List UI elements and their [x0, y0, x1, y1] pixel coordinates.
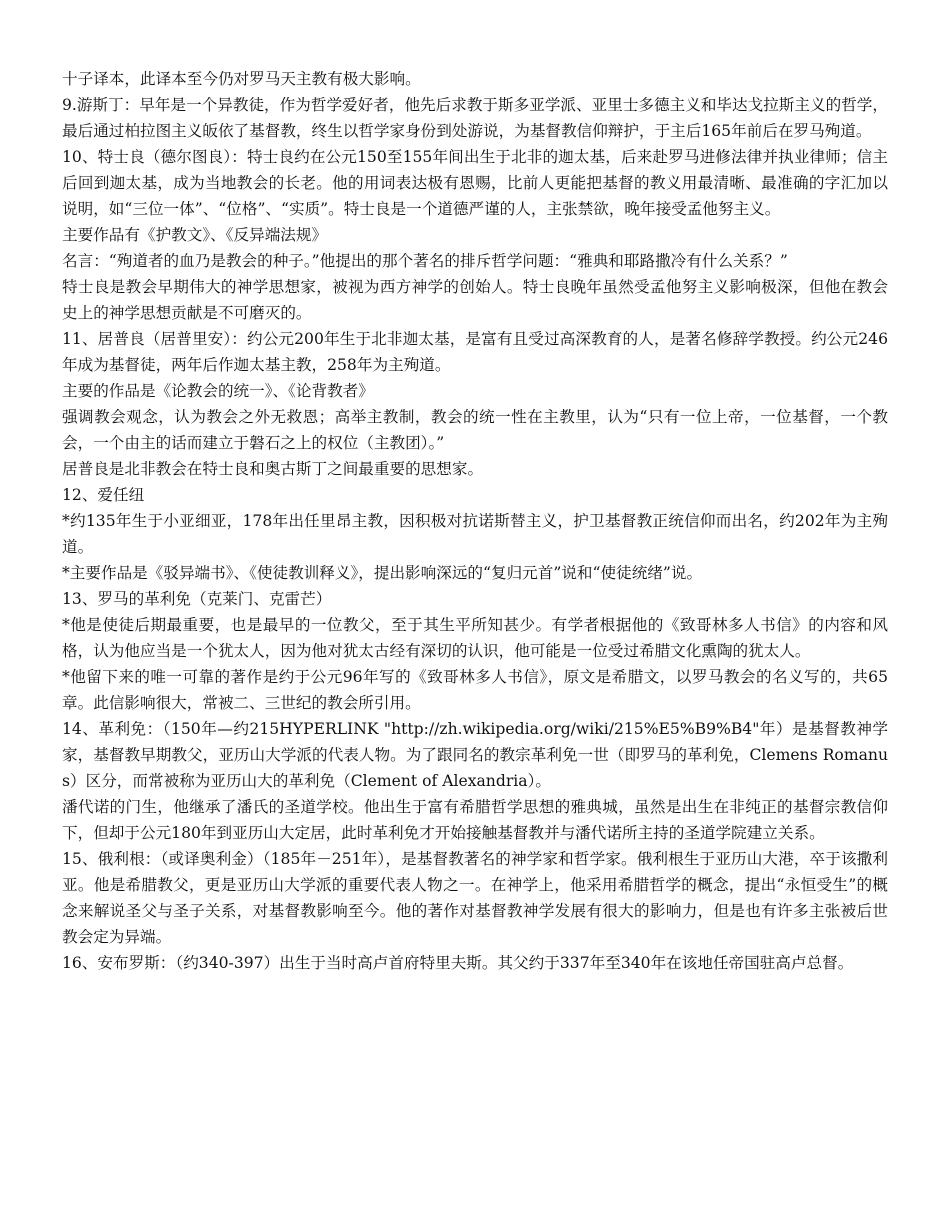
document-page [62, 66, 888, 976]
paragraph-ambrose: 16、安布罗斯：（约340-397）出生于当时高卢首府特里夫斯。其父约于337年至340年在该地任帝国驻高卢总督。 [62, 954, 854, 972]
paragraph-tertullian-quote: 名言：“殉道者的血乃是教会的种子。”他提出的那个著名的排斥哲学问题：“雅典和耶路撒冷有什么关系？” [62, 252, 788, 270]
paragraph-cyprian: 11、居普良（居普里安）：约公元200年生于北非迦太基，是富有且受过高深教育的人，是著名修辞学教授。约公元246年成为基督徒，两年后作迦太基主教，258年为主殉道。 [62, 330, 888, 374]
paragraph-clement-of-rome-life: *他是使徒后期最重要，也是最早的一位教父，至于其生平所知甚少。有学者根据他的《致哥林多人书信》的内容和风格，认为他应当是一个犹太人，因为他对犹太古经有深切的认识，他可能是一位受过希腊文化熏陶的犹太人。 [62, 616, 888, 660]
heading-clement-of-rome: 13、罗马的革利免（克莱门、克雷芒） [62, 590, 332, 608]
paragraph-irenaeus-works: *主要作品是《驳异端书》、《使徒教训释义》，提出影响深远的“复归元首”说和“使徒统绪”说。 [62, 564, 703, 582]
paragraph-cyprian-views: 强调教会观念，认为教会之外无救恩；高举主教制，教会的统一性在主教里，认为“只有一位上帝，一位基督，一个教会，一个由主的话而建立于磐石之上的权位（主教团）。” [62, 408, 888, 452]
paragraph-clement-of-alexandria: 14、革利免：（150年—约215HYPERLINK "http://zh.wikipedia.org/wiki/215%E5%B9%B4"年）是基督教神学家，基督教早期教父，亚历山大学派的代表人物。为了跟同名的教宗革利免一世（即罗马的革利免，Clemens Romanus）区分，而常被称为亚历山大的革利免（Clement of Alexandria）。 [62, 720, 888, 790]
paragraph-cyprian-summary: 居普良是北非教会在特士良和奥古斯丁之间最重要的思想家。 [62, 460, 484, 478]
paragraph-tertullian-summary: 特士良是教会早期伟大的神学思想家，被视为西方神学的创始人。特士良晚年虽然受孟他努主义影响极深，但他在教会史上的神学思想贡献是不可磨灭的。 [62, 278, 888, 322]
paragraph-cyprian-works: 主要的作品是《论教会的统一》、《论背教者》 [62, 382, 374, 400]
paragraph-translation-note: 十子译本，此译本至今仍对罗马天主教有极大影响。 [62, 70, 421, 88]
paragraph-clement-of-rome-works: *他留下来的唯一可靠的著作是约于公元96年写的《致哥林多人书信》，原文是希腊文，以罗马教会的名义写的，共65章。此信影响很大，常被二、三世纪的教会所引用。 [62, 668, 888, 712]
paragraph-tertullian-works: 主要作品有《护教文》、《反异端法规》 [62, 226, 328, 244]
paragraph-clement-of-alexandria-school: 潘代诺的门生，他继承了潘氏的圣道学校。他出生于富有希腊哲学思想的雅典城，虽然是出生在非纯正的基督宗教信仰下，但却于公元180年到亚历山大定居，此时革利免才开始接触基督教并与潘代诺所主持的圣道学院建立关系。 [62, 798, 888, 842]
paragraph-tertullian: 10、特士良（德尔图良）：特士良约在公元150至155年间出生于北非的迦太基，后来赴罗马进修法律并执业律师；信主后回到迦太基，成为当地教会的长老。他的用词表达极有恩赐，比前人更能把基督的教义用最清晰、最准确的字汇加以说明，如“三位一体”、“位格”、“实质”。特士良是一个道德严谨的人，主张禁欲，晚年接受孟他努主义。 [62, 148, 888, 218]
paragraph-irenaeus-life: *约135年生于小亚细亚，178年出任里昂主教，因积极对抗诺斯替主义，护卫基督教正统信仰而出名，约202年为主殉道。 [62, 512, 888, 556]
paragraph-origen: 15、俄利根：（或译奥利金）（185年－251年），是基督教著名的神学家和哲学家。俄利根生于亚历山大港，卒于该撒利亚。他是希腊教父，更是亚历山大学派的重要代表人物之一。在神学上，他采用希腊哲学的概念，提出“永恒受生”的概念来解说圣父与圣子关系，对基督教影响至今。他的著作对基督教神学发展有很大的影响力，但是也有许多主张被后世教会定为异端。 [62, 850, 888, 946]
heading-irenaeus: 12、爱任纽 [62, 486, 145, 504]
paragraph-justin: 9.游斯丁：早年是一个异教徒，作为哲学爱好者，他先后求教于斯多亚学派、亚里士多德主义和毕达戈拉斯主义的哲学，最后通过柏拉图主义皈依了基督教，终生以哲学家身份到处游说，为基督教信仰辩护，于主后165年前后在罗马殉道。 [62, 96, 888, 140]
